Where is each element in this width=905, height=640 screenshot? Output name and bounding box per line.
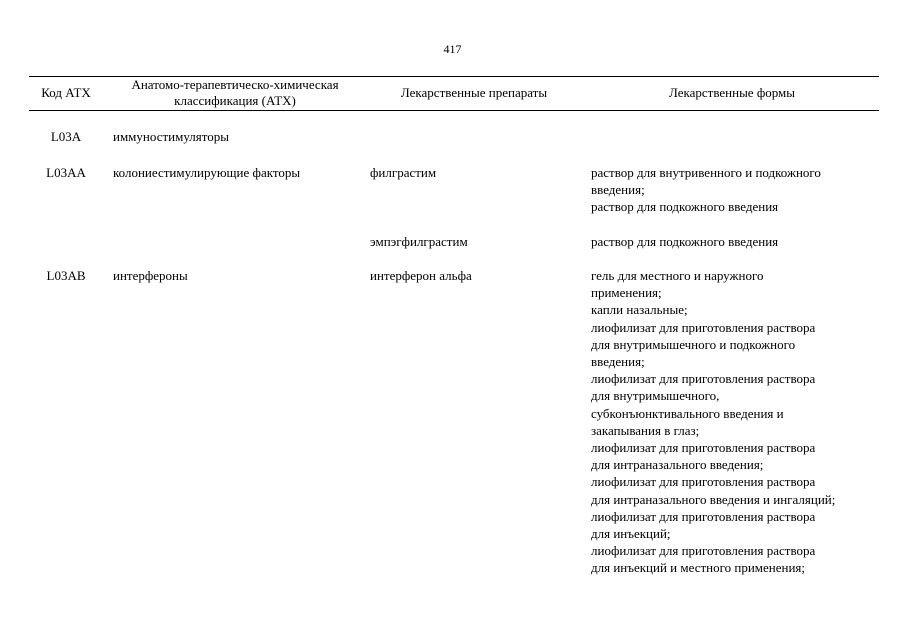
form-line: субконъюнктивального введения и: [591, 405, 784, 421]
row-atc: интерфероны: [113, 268, 188, 283]
form-line: лиофилизат для приготовления раствора: [591, 371, 816, 387]
row-code: L03AB: [46, 268, 86, 283]
row-code: L03AA: [46, 165, 86, 180]
header-drugs: Лекарственные препараты: [400, 85, 548, 100]
row-drug: филграстим: [370, 165, 437, 180]
header-code-atc: Код АТХ: [41, 85, 91, 100]
header-atc-line2: классификация (АТХ): [174, 93, 296, 108]
form-line: капли назальные;: [591, 302, 688, 318]
form-line: гель для местного и наружного: [591, 268, 764, 283]
row-forms: [591, 267, 881, 577]
form-line: лиофилизат для приготовления раствора: [591, 474, 816, 490]
form-line: применения;: [591, 285, 662, 301]
form-line: для инъекций;: [591, 526, 671, 542]
form-line: закапывания в глаз;: [591, 422, 700, 438]
form-line: лиофилизат для приготовления раствора: [591, 543, 816, 559]
form-line: раствор для подкожного введения: [591, 234, 779, 249]
row-code: L03A: [50, 129, 82, 144]
form-line: лиофилизат для приготовления раствора: [591, 319, 816, 335]
row-atc: колониестимулирующие факторы: [113, 165, 301, 180]
form-line: введения;: [591, 354, 645, 370]
page-number: 417: [443, 42, 462, 56]
form-line: лиофилизат для приготовления раствора: [591, 508, 816, 524]
form-line: для внутримышечного и подкожного: [591, 336, 796, 352]
header-atc-classification: [108, 77, 362, 109]
form-line: лиофилизат для приготовления раствора: [591, 440, 816, 456]
row-forms: [591, 233, 881, 250]
row-forms: [591, 164, 881, 216]
form-line: раствор для подкожного введения: [591, 199, 779, 215]
row-atc: иммуностимуляторы: [113, 129, 229, 144]
header-atc-line1: Анатомо-терапевтическо-химическая: [131, 77, 339, 92]
form-line: для интраназального введения;: [591, 457, 764, 473]
table-header-bottom-rule: [29, 110, 879, 111]
header-dosage-forms: Лекарственные формы: [668, 85, 796, 100]
row-drug: интерферон альфа: [370, 268, 472, 283]
form-line: для внутримышечного,: [591, 388, 720, 404]
row-drug: эмпэгфилграстим: [370, 234, 468, 249]
form-line: введения;: [591, 182, 645, 198]
form-line: для инъекций и местного применения;: [591, 560, 806, 576]
form-line: для интраназального введения и ингаляций;: [591, 491, 836, 507]
form-line: раствор для внутривенного и подкожного: [591, 165, 821, 180]
